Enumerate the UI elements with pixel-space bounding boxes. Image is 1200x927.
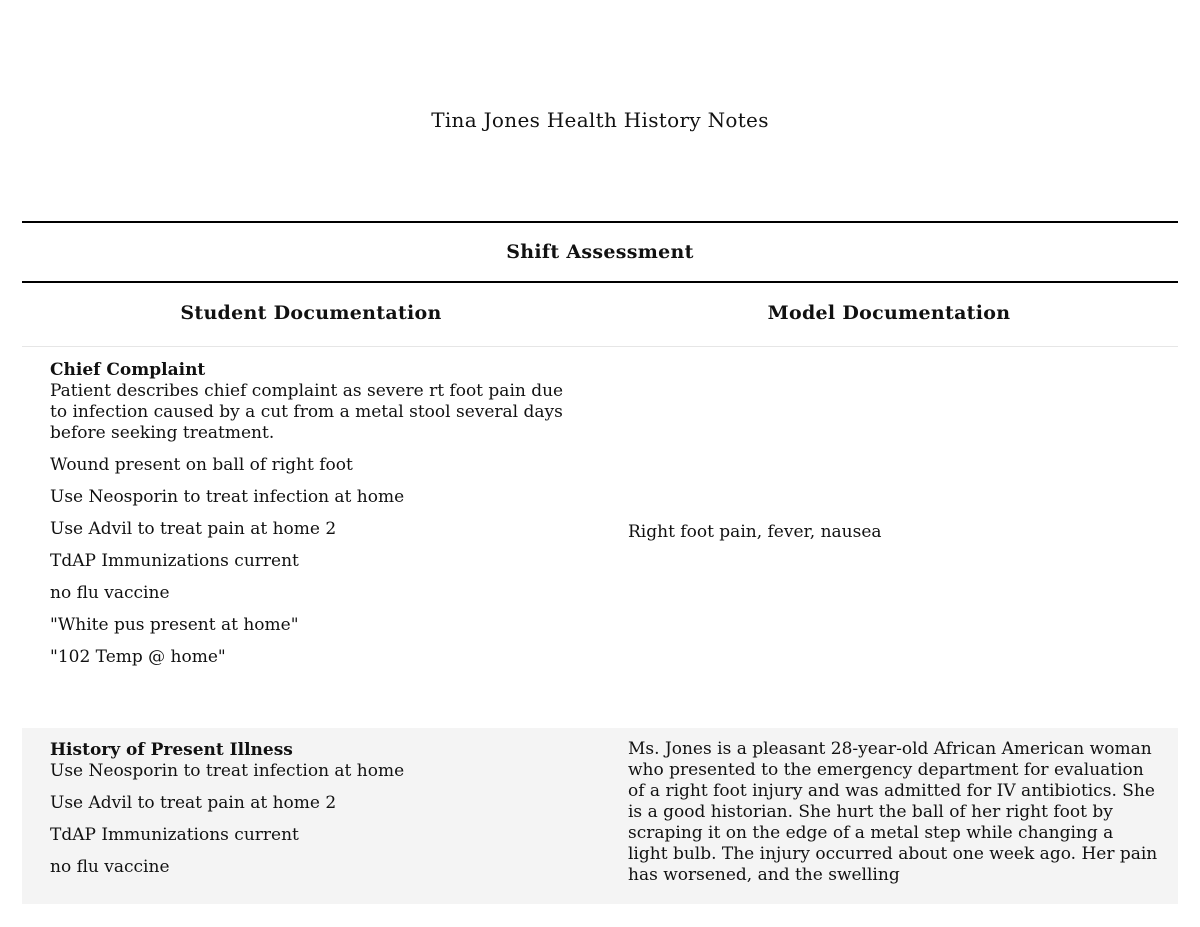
student-cell-chief-complaint <box>50 360 570 668</box>
list-item: no flu vaccine <box>50 857 170 877</box>
section-header-shift-assessment: Shift Assessment <box>22 221 1178 283</box>
document-title: Tina Jones Health History Notes <box>431 108 769 132</box>
list-item: Use Advil to treat pain at home 2 <box>50 793 337 813</box>
list-item: "White pus present at home" <box>50 615 299 635</box>
table-row-chief-complaint <box>22 348 1178 728</box>
list-item: Use Neosporin to treat infection at home <box>50 487 405 507</box>
list-item: no flu vaccine <box>50 583 170 603</box>
list-item: TdAP Immunizations current <box>50 825 299 845</box>
table-row-history-present-illness <box>22 728 1178 904</box>
list-item: Use Advil to treat pain at home 2 <box>50 519 337 539</box>
student-cell-history-present-illness <box>50 740 570 878</box>
list-item: Use Neosporin to treat infection at home <box>50 761 405 781</box>
list-item: "102 Temp @ home" <box>50 647 226 667</box>
column-header-student: Student Documentation <box>180 302 442 324</box>
model-cell-chief-complaint: Right foot pain, fever, nausea <box>628 522 882 542</box>
list-item: Wound present on ball of right foot <box>50 455 353 475</box>
column-header-model: Model Documentation <box>767 302 1011 324</box>
column-headers <box>22 286 1178 347</box>
cell-heading: History of Present Illness <box>50 740 293 760</box>
list-item: TdAP Immunizations current <box>50 551 299 571</box>
model-cell-history-present-illness: Ms. Jones is a pleasant 28-year-old African American woman who presented to the emergency department for evaluation of a right foot injury and was admitted for IV antibiotics. She is a good historian. She hurt the ball of her right foot by scraping it on the edge of a metal step while changing a light bulb. The injury occurred about one week ago. Her pain has worsened, and the swelling <box>628 739 1158 885</box>
cell-heading: Chief Complaint <box>50 360 206 380</box>
cell-paragraph: Patient describes chief complaint as severe rt foot pain due to infection caused by a cut from a metal stool several days before seeking treatment. <box>50 381 564 443</box>
